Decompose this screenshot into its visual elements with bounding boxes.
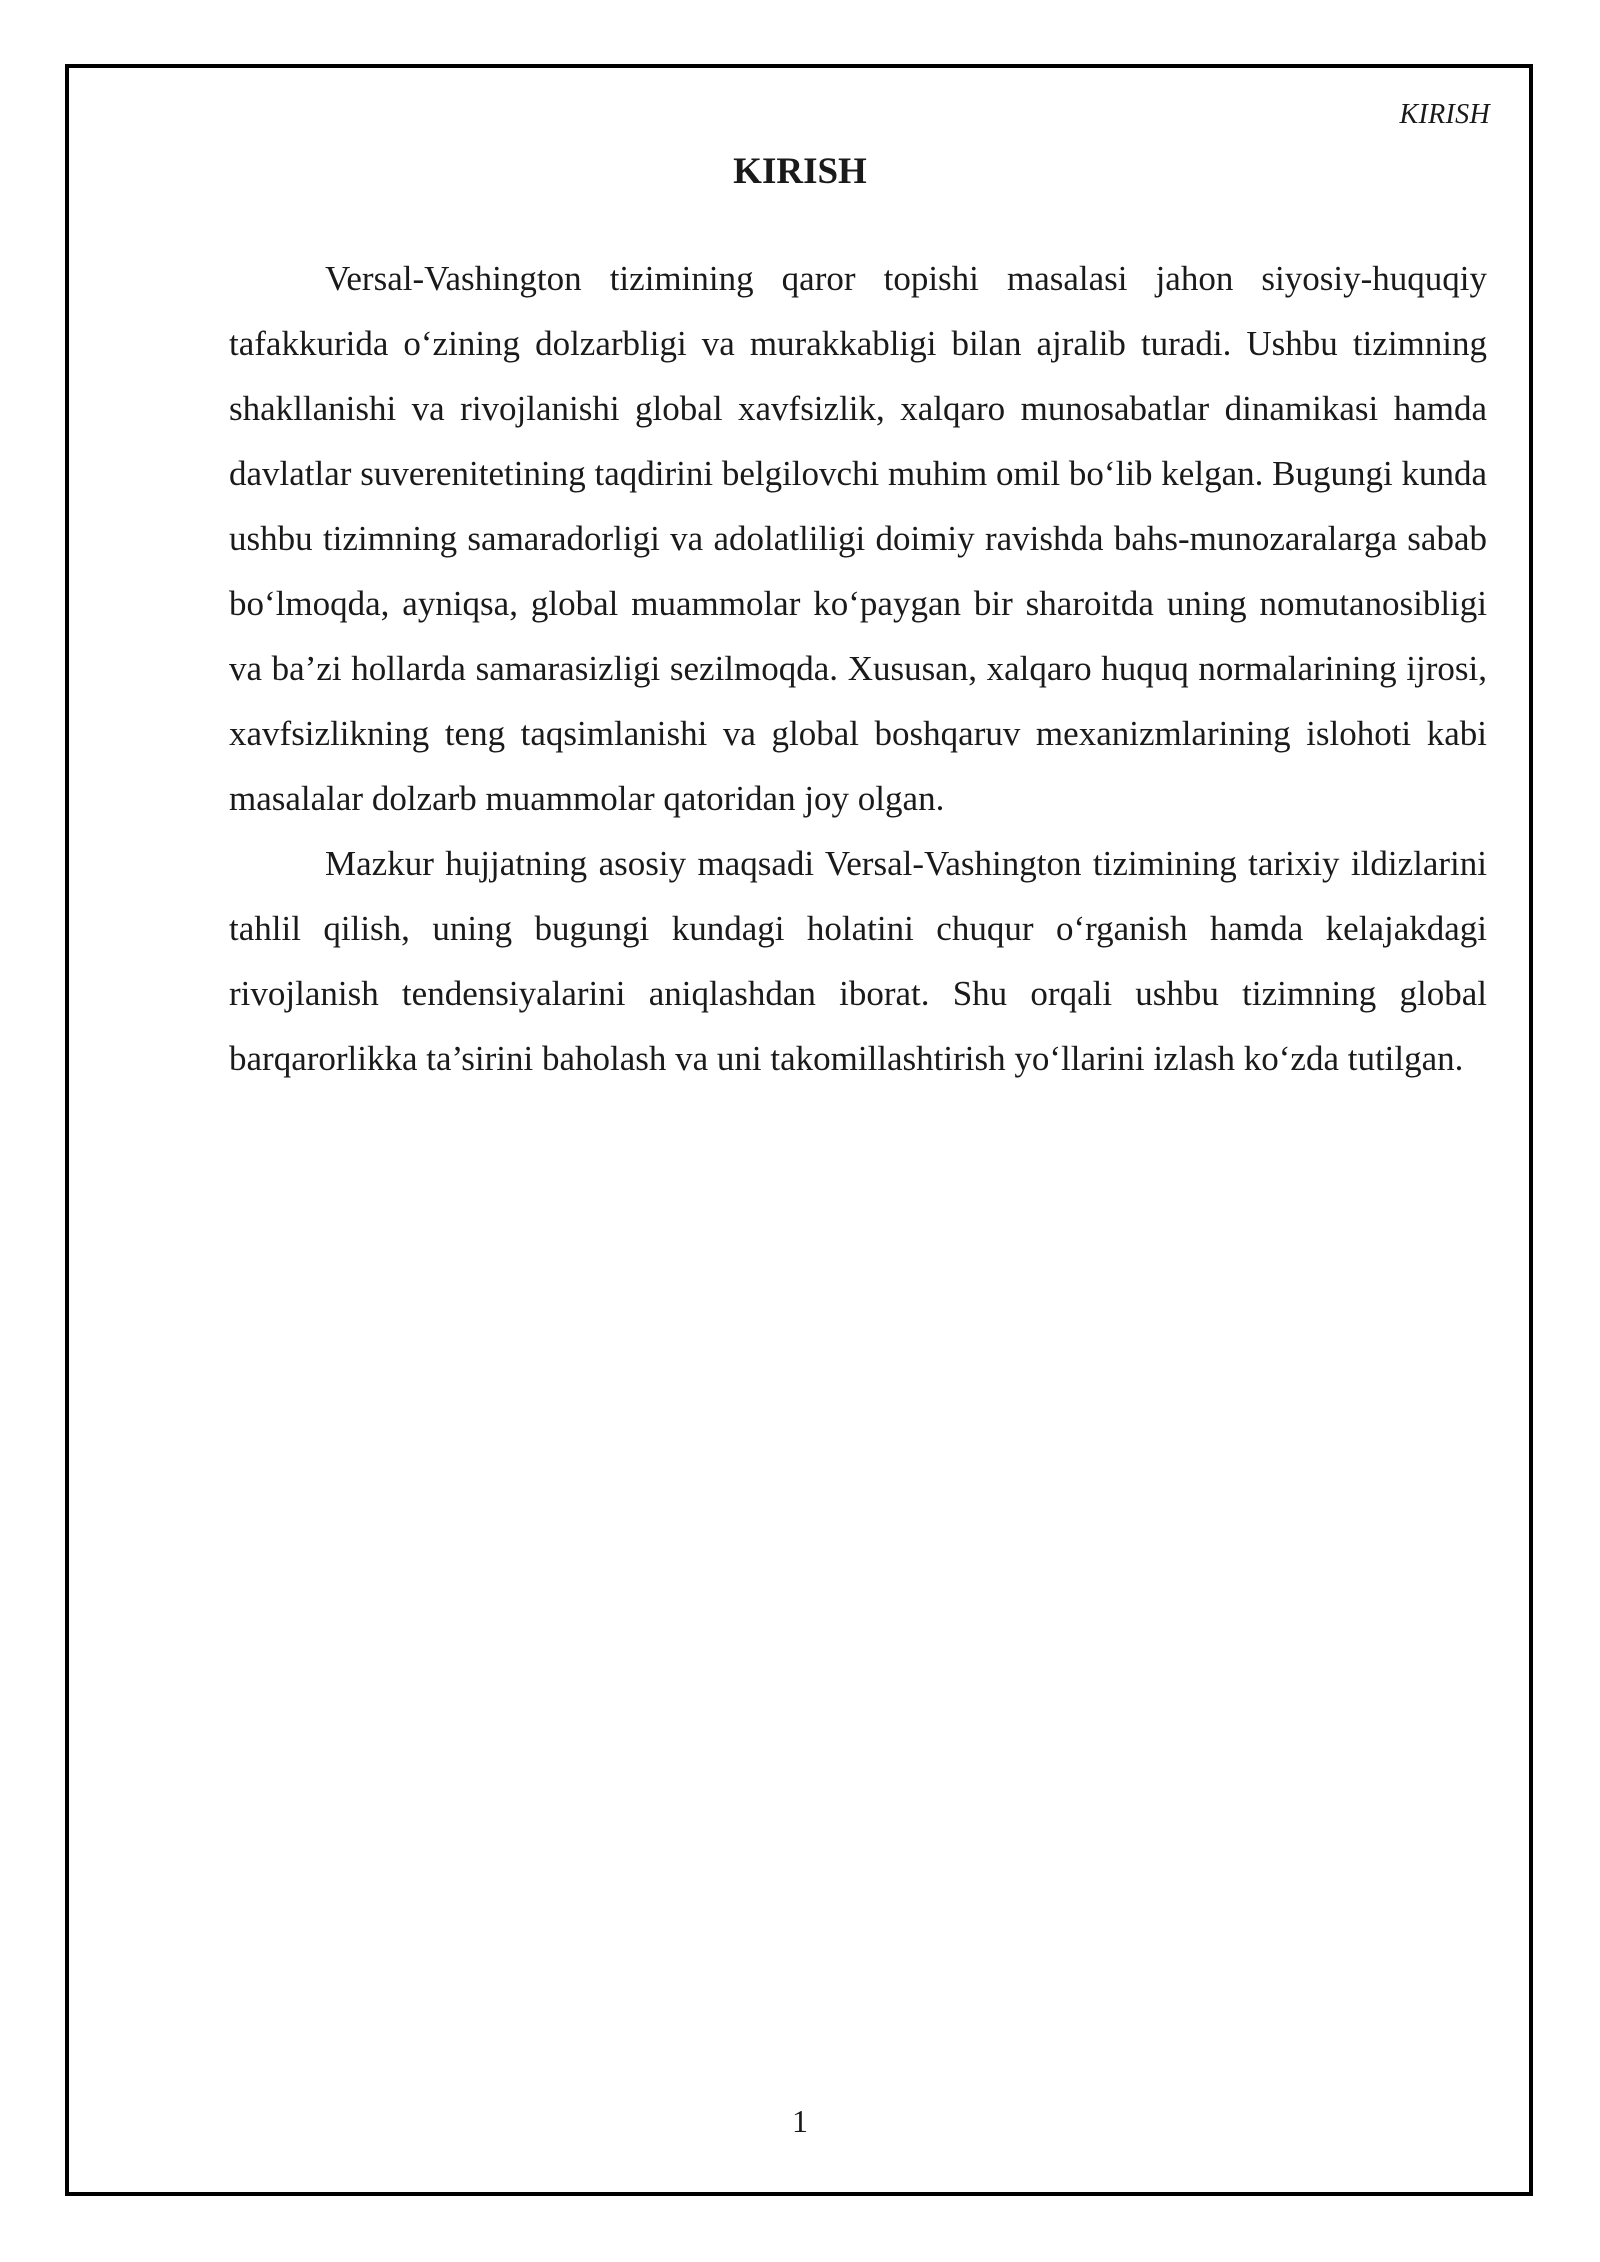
page-number: 1 xyxy=(792,2103,808,2139)
paragraph-1: Versal-Vashington tizimining qaror topishi masalasi jahon siyosiy-huquqiy tafakkurida o‘zining dolzarbligi va murakkabligi bilan ajralib turadi. Ushbu tizimning shakllanishi va rivojlanishi global xavfsizlik, xalqaro munosabatlar dinamikasi hamda davlatlar suverenitetining taqdirini belgilovchi muhim omil bo‘lib kelgan. Bugungi kunda ushbu tizimning samaradorligi va adolatliligi doimiy ravishda bahs-munozaralarga sabab bo‘lmoqda, ayniqsa, global muammolar ko‘paygan bir sharoitda uning nomutanosibligi va ba’zi hollarda samarasizligi sezilmoqda. Xususan, xalqaro huquq normalarining ijrosi, xavfsizlikning teng taqsimlanishi va global boshqaruv mexanizmlarining islohoti kabi masalalar dolzarb muammolar qatoridan joy olgan. xyxy=(229,259,1487,818)
paragraph-2: Mazkur hujjatning asosiy maqsadi Versal-Vashington tizimining tarixiy ildizlarini tahlil qilish, uning bugungi kundagi holatini chuqur o‘rganish hamda kelajakdagi rivojlanish tendensiyalarini aniqlashdan iborat. Shu orqali ushbu tizimning global barqarorlikka ta’sirini baholash va uni takomillashtirish yo‘llarini izlash ko‘zda tutilgan. xyxy=(229,844,1487,1078)
body-text xyxy=(229,246,1487,1091)
page-title: KIRISH xyxy=(733,151,867,192)
running-header: KIRISH xyxy=(1399,99,1490,130)
